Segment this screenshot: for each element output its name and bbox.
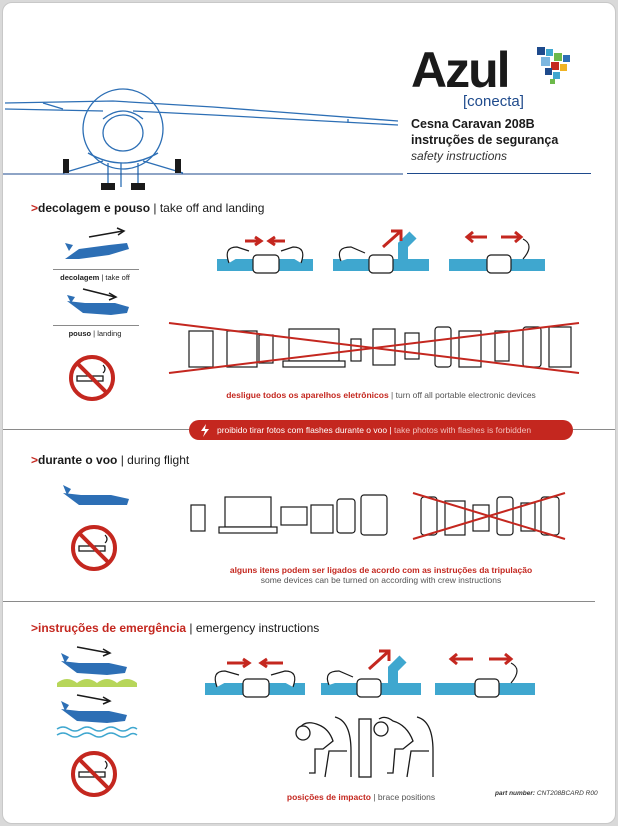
section-title-takeoff: >decolagem e pouso | take off and landing <box>31 201 265 215</box>
landing-label: pouso | landing <box>68 329 122 338</box>
devices-caption: desligue todos os aparelhos eletrônicos | turn off all portable electronic devices <box>226 390 536 400</box>
sub-brand: [conecta] <box>463 93 524 110</box>
plane-water-landing-icon <box>57 691 137 737</box>
plane-landing-icon <box>63 285 139 321</box>
allowed-devices-icon <box>185 493 395 539</box>
flash-icon <box>199 424 211 437</box>
seatbelt-fasten-icon <box>215 227 315 275</box>
brace-position-icon <box>289 711 441 781</box>
flight-caption: alguns itens podem ser ligados de acordo com as instruções da tripulação some devices can be turned on according with crew instructions <box>229 565 533 585</box>
electronic-devices-icon <box>169 321 589 377</box>
restricted-devices-icon <box>409 491 569 541</box>
takeoff-label: decolagem | take off <box>60 273 130 282</box>
no-smoking-icon <box>67 353 117 403</box>
aircraft-model: Cesna Caravan 208B <box>411 117 535 131</box>
brand-logo-text: Azul <box>411 42 509 98</box>
page-title: instruções de segurança <box>411 133 559 147</box>
seatbelt-tighten-icon <box>319 645 423 699</box>
brazil-map-logo-icon <box>533 45 573 85</box>
label-rule <box>53 325 139 326</box>
plane-cruise-icon <box>59 481 135 511</box>
section-divider <box>573 429 616 430</box>
safety-card <box>2 2 616 824</box>
label-rule <box>53 269 139 270</box>
aircraft-front-icon <box>3 63 403 193</box>
plane-ground-landing-icon <box>57 643 137 687</box>
section-title-emergency: >instruções de emergência | emergency instructions <box>31 621 320 635</box>
seatbelt-tighten-icon <box>331 225 431 275</box>
no-smoking-icon <box>69 523 119 573</box>
section-divider <box>3 601 595 602</box>
brace-caption: posições de impacto | brace positions <box>286 792 436 802</box>
seatbelt-fasten-icon <box>203 649 307 699</box>
seatbelt-release-icon <box>433 645 537 699</box>
no-smoking-icon <box>69 749 119 799</box>
seatbelt-release-icon <box>447 225 547 275</box>
no-flash-banner: proibido tirar fotos com flashes durante o voo | take photos with flashes is forbidden <box>189 420 573 440</box>
plane-takeoff-icon <box>59 231 135 267</box>
section-title-flight: >durante o voo | during flight <box>31 453 190 467</box>
page-subtitle: safety instructions <box>411 149 508 163</box>
section-divider <box>3 429 189 430</box>
header-rule <box>407 173 591 174</box>
part-number: part number: CNT208BCARD R00 <box>495 790 598 797</box>
